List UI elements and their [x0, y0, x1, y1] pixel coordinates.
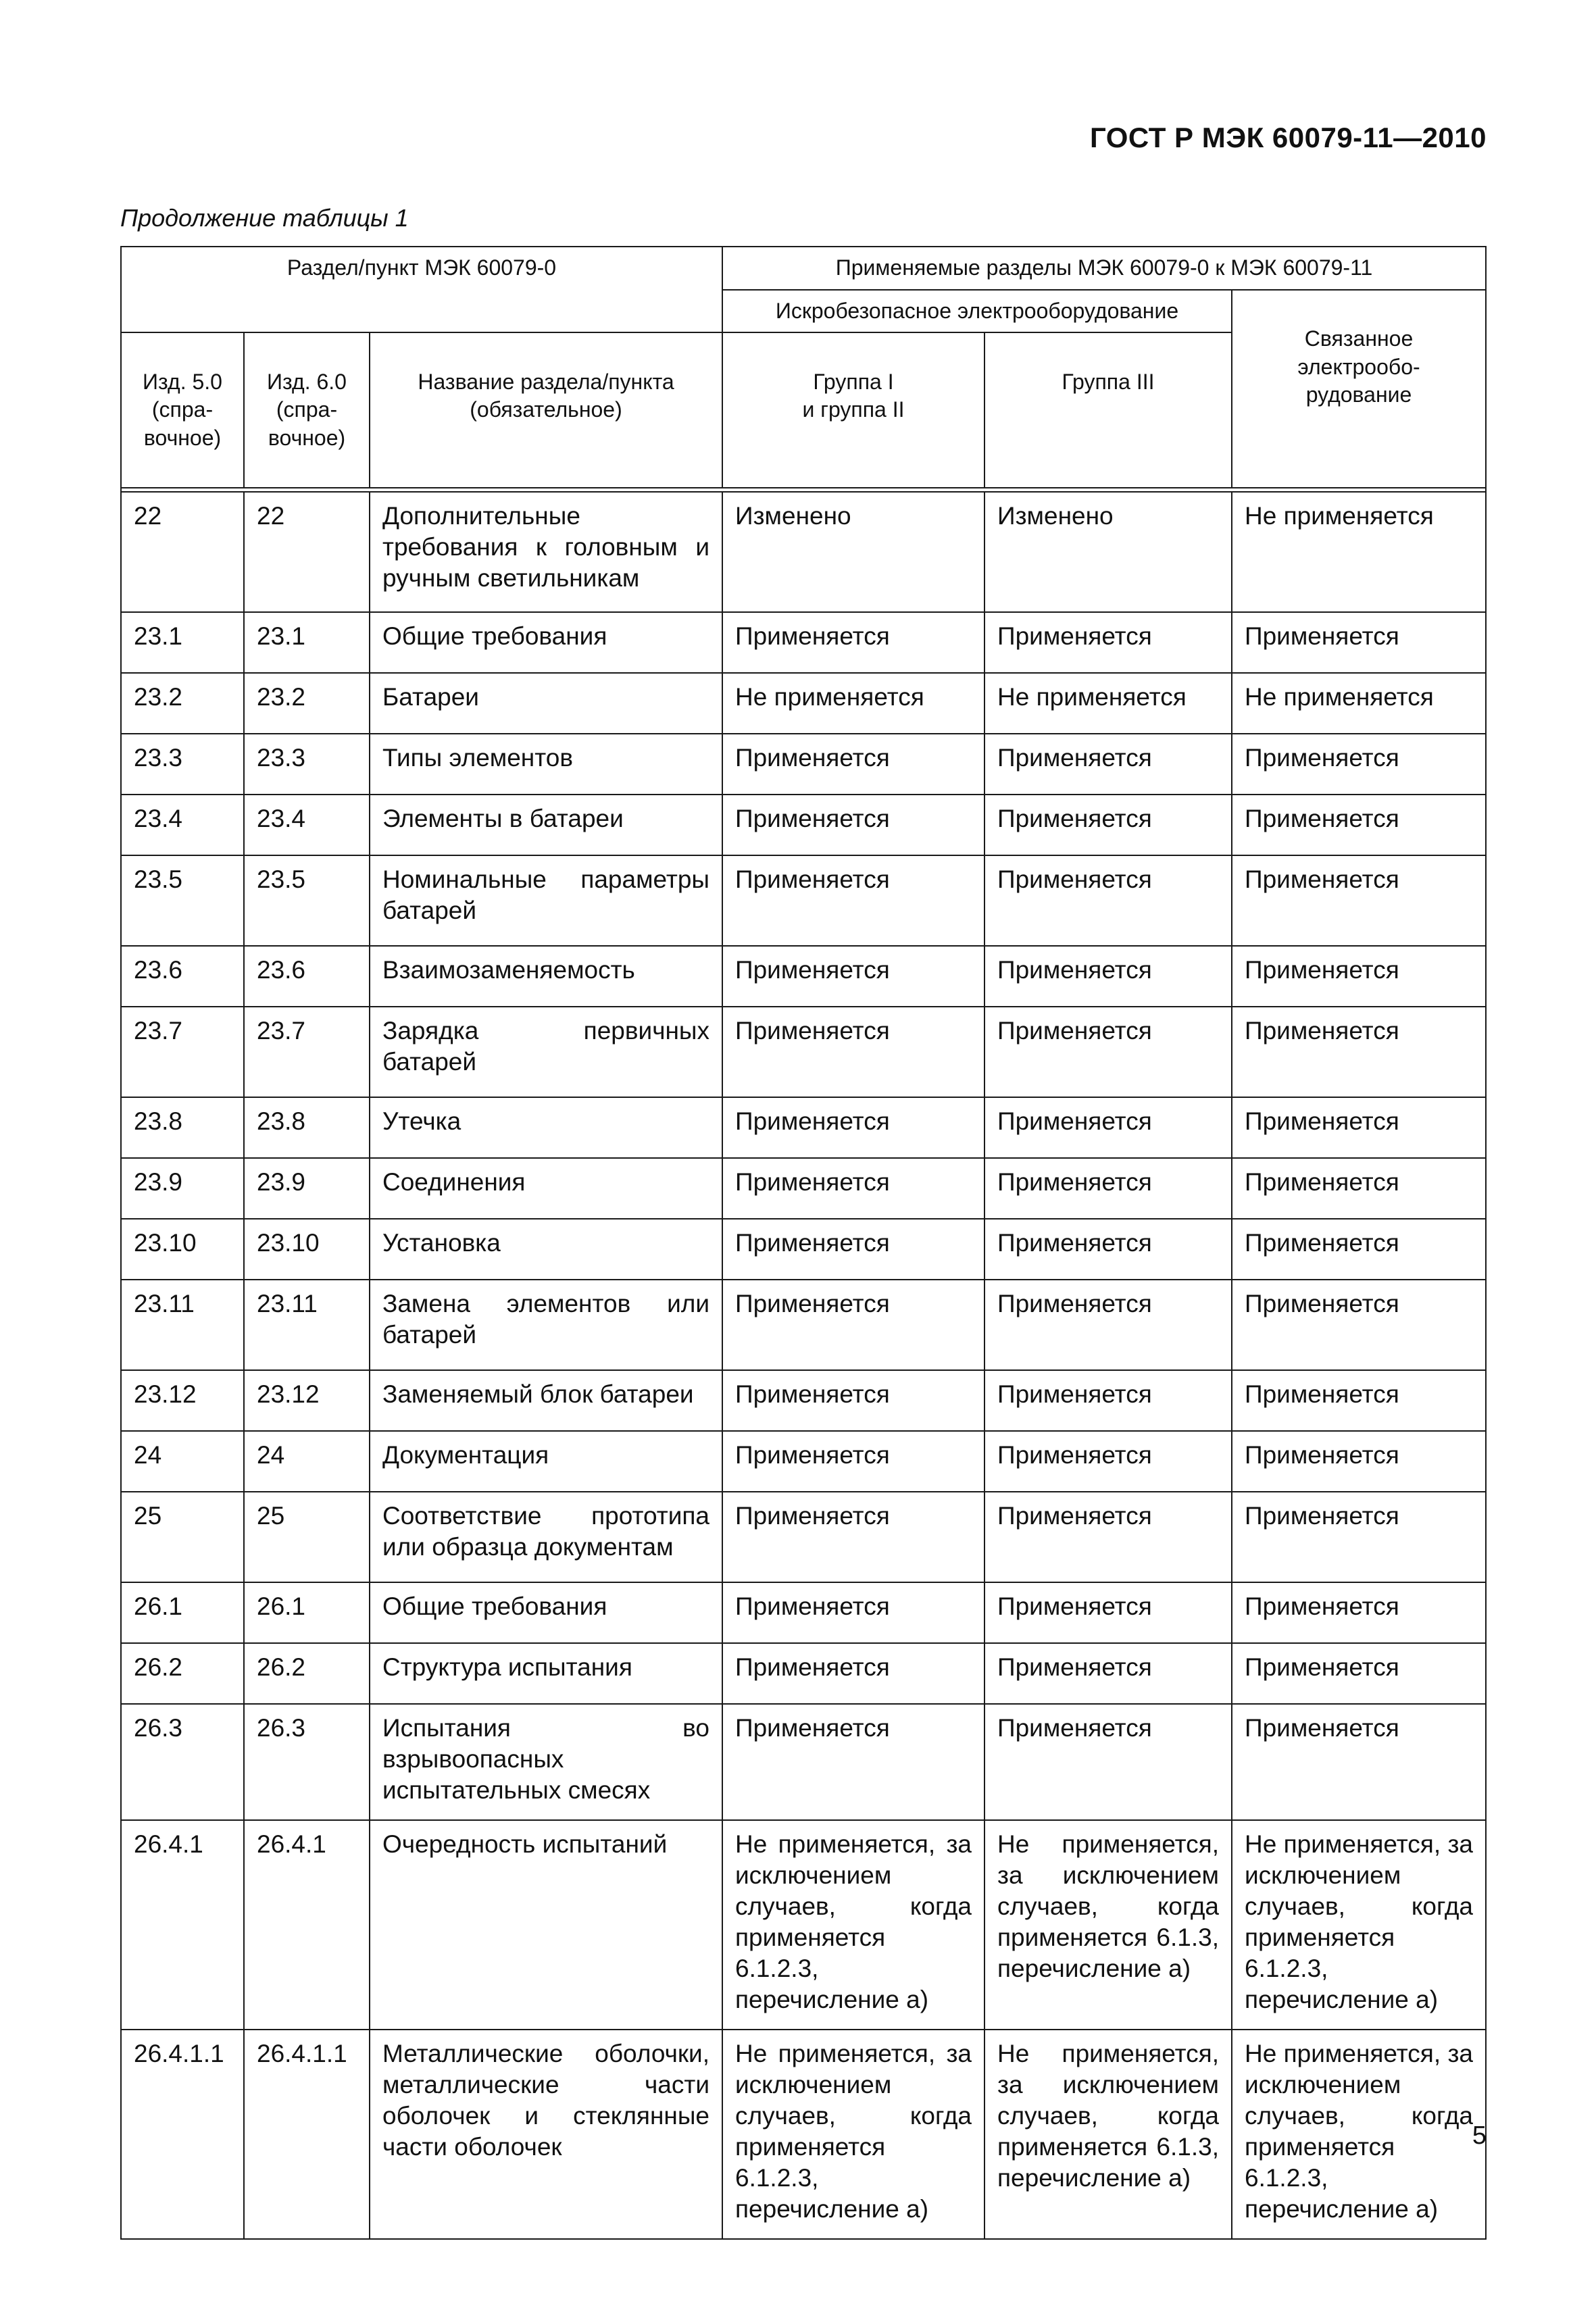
- cell-section-name: Очередность испытаний: [370, 1820, 722, 2030]
- cell-group-1-2: Применяется: [722, 734, 984, 795]
- cell-group-1-2: Применяется: [722, 855, 984, 946]
- cell-group-3: Применяется: [984, 1492, 1232, 1582]
- cell-group-1-2: Применяется: [722, 946, 984, 1007]
- cell-section-name: Типы элементов: [370, 734, 722, 795]
- cell-group-1-2: Применяется: [722, 1704, 984, 1820]
- cell-edition-6: 23.3: [244, 734, 370, 795]
- cell-section-name: Общие требования: [370, 1582, 722, 1643]
- cell-section-name: Зарядка первичных батарей: [370, 1007, 722, 1097]
- cell-edition-5: 23.10: [121, 1219, 244, 1280]
- cell-group-3: Применяется: [984, 1097, 1232, 1158]
- document-code: ГОСТ Р МЭК 60079-11—2010: [1090, 122, 1487, 153]
- cell-section-name: Общие требования: [370, 612, 722, 673]
- cell-edition-6: 23.7: [244, 1007, 370, 1097]
- cell-associated: Применяется: [1232, 1643, 1486, 1704]
- cell-section-name: Соответствие прототипа или образца документам: [370, 1492, 722, 1582]
- cell-group-3: Применяется: [984, 795, 1232, 855]
- cell-edition-6: 23.4: [244, 795, 370, 855]
- table-row: [121, 855, 1486, 946]
- cell-group-3: Применяется: [984, 1158, 1232, 1219]
- cell-section-name: Взаимозаменяемость: [370, 946, 722, 1007]
- cell-group-3: Применяется: [984, 734, 1232, 795]
- table-row: [121, 1007, 1486, 1097]
- cell-group-1-2: Применяется: [722, 1370, 984, 1431]
- cell-associated: Применяется: [1232, 1219, 1486, 1280]
- cell-group-1-2: Изменено: [722, 492, 984, 612]
- header-applied-sections: Применяемые разделы МЭК 60079-0 к МЭК 60079-11: [722, 247, 1486, 290]
- cell-group-1-2: Применяется: [722, 1582, 984, 1643]
- cell-edition-6: 23.1: [244, 612, 370, 673]
- cell-associated: Применяется: [1232, 855, 1486, 946]
- cell-edition-6: 25: [244, 1492, 370, 1582]
- cell-group-1-2: Применяется: [722, 612, 984, 673]
- cell-group-1-2: Применяется: [722, 1097, 984, 1158]
- table-row: [121, 1097, 1486, 1158]
- cell-associated: Применяется: [1232, 1158, 1486, 1219]
- cell-group-1-2: Применяется: [722, 1431, 984, 1492]
- header-associated-equipment: Связанное электрообо- рудование: [1232, 290, 1486, 488]
- cell-group-1-2: Применяется: [722, 1219, 984, 1280]
- cell-associated: Применяется: [1232, 946, 1486, 1007]
- table-row: [121, 1582, 1486, 1643]
- cell-group-3: Применяется: [984, 1582, 1232, 1643]
- cell-group-1-2: Применяется: [722, 1007, 984, 1097]
- table-row: [121, 492, 1486, 612]
- cell-edition-6: 23.2: [244, 673, 370, 734]
- cell-associated: Применяется: [1232, 1492, 1486, 1582]
- cell-group-1-2: Применяется: [722, 1280, 984, 1370]
- cell-edition-5: 26.2: [121, 1643, 244, 1704]
- cell-group-3: Применяется: [984, 1219, 1232, 1280]
- cell-group-1-2: Применяется: [722, 1492, 984, 1582]
- table-row: [121, 673, 1486, 734]
- cell-section-name: Металлические оболочки, металлические части оболочек и стеклянные части оболочек: [370, 2030, 722, 2239]
- cell-section-name: Элементы в батареи: [370, 795, 722, 855]
- table-row: [121, 612, 1486, 673]
- table-row: [121, 1370, 1486, 1431]
- cell-edition-5: 26.1: [121, 1582, 244, 1643]
- cell-edition-6: 24: [244, 1431, 370, 1492]
- cell-edition-5: 23.2: [121, 673, 244, 734]
- cell-edition-6: 26.2: [244, 1643, 370, 1704]
- cell-edition-6: 22: [244, 492, 370, 612]
- cell-edition-5: 23.11: [121, 1280, 244, 1370]
- cell-group-1-2: Применяется: [722, 795, 984, 855]
- header-group-1-2: Группа I и группа II: [722, 332, 984, 488]
- cell-associated: Не применяется, за исключением случаев, когда применяется 6.1.2.3, перечисление а): [1232, 2030, 1486, 2239]
- page-number: 5: [1472, 2121, 1487, 2150]
- header-group-3: Группа III: [984, 332, 1232, 488]
- table-row: [121, 1643, 1486, 1704]
- cell-edition-5: 23.12: [121, 1370, 244, 1431]
- cell-group-3: Изменено: [984, 492, 1232, 612]
- cell-edition-5: 23.6: [121, 946, 244, 1007]
- cell-associated: Применяется: [1232, 1280, 1486, 1370]
- cell-edition-6: 23.6: [244, 946, 370, 1007]
- cell-edition-6: 26.3: [244, 1704, 370, 1820]
- cell-edition-5: 25: [121, 1492, 244, 1582]
- cell-group-3: Применяется: [984, 1370, 1232, 1431]
- cell-edition-5: 23.4: [121, 795, 244, 855]
- cell-edition-5: 23.8: [121, 1097, 244, 1158]
- table-row: [121, 795, 1486, 855]
- table-row: [121, 1492, 1486, 1582]
- cell-associated: Применяется: [1232, 1370, 1486, 1431]
- cell-edition-5: 23.7: [121, 1007, 244, 1097]
- cell-edition-6: 23.10: [244, 1219, 370, 1280]
- cell-associated: Применяется: [1232, 1097, 1486, 1158]
- cell-edition-6: 23.12: [244, 1370, 370, 1431]
- cell-group-3: Применяется: [984, 1643, 1232, 1704]
- cell-section-name: Установка: [370, 1219, 722, 1280]
- cell-associated: Применяется: [1232, 795, 1486, 855]
- header-edition-6: Изд. 6.0 (спра- вочное): [244, 332, 370, 488]
- cell-group-3: Применяется: [984, 946, 1232, 1007]
- cell-edition-6: 23.9: [244, 1158, 370, 1219]
- cell-group-3: Применяется: [984, 1431, 1232, 1492]
- cell-section-name: Батареи: [370, 673, 722, 734]
- cell-edition-6: 23.11: [244, 1280, 370, 1370]
- cell-group-3: Применяется: [984, 1007, 1232, 1097]
- cell-edition-5: 22: [121, 492, 244, 612]
- header-intrinsic-equipment: Искробезопасное электрооборудование: [722, 290, 1232, 333]
- cell-group-3: Применяется: [984, 855, 1232, 946]
- cell-group-1-2: Не применяется: [722, 673, 984, 734]
- cell-section-name: Структура испытания: [370, 1643, 722, 1704]
- table-row: [121, 1219, 1486, 1280]
- cell-edition-5: 26.4.1: [121, 1820, 244, 2030]
- cell-group-1-2: Не применяется, за исключением случаев, когда применяется 6.1.2.3, перечисление а): [722, 1820, 984, 2030]
- cell-edition-6: 23.5: [244, 855, 370, 946]
- cell-group-3: Не применяется, за исключением случаев, когда применяется 6.1.3, перечисление а): [984, 2030, 1232, 2239]
- table-row: [121, 1158, 1486, 1219]
- cell-section-name: Номинальные параметры батарей: [370, 855, 722, 946]
- cell-edition-6: 23.8: [244, 1097, 370, 1158]
- cell-associated: Применяется: [1232, 1704, 1486, 1820]
- cell-edition-5: 23.3: [121, 734, 244, 795]
- cell-group-1-2: Применяется: [722, 1158, 984, 1219]
- cell-edition-5: 23.1: [121, 612, 244, 673]
- cell-edition-5: 23.5: [121, 855, 244, 946]
- cell-group-1-2: Не применяется, за исключением случаев, когда применяется 6.1.2.3, перечисление а): [722, 2030, 984, 2239]
- table-row: [121, 1820, 1486, 2030]
- cell-associated: Применяется: [1232, 1007, 1486, 1097]
- table-caption: Продолжение таблицы 1: [120, 204, 409, 232]
- cell-edition-6: 26.4.1: [244, 1820, 370, 2030]
- header-edition-5: Изд. 5.0 (спра- вочное): [121, 332, 244, 488]
- cell-section-name: Соединения: [370, 1158, 722, 1219]
- cell-section-name: Испытания во взрывоопасных испытательных смесях: [370, 1704, 722, 1820]
- cell-associated: Не применяется, за исключением случаев, когда применяется 6.1.2.3, перечисление а): [1232, 1820, 1486, 2030]
- cell-edition-6: 26.1: [244, 1582, 370, 1643]
- table-row: [121, 1704, 1486, 1820]
- cell-group-1-2: Применяется: [722, 1643, 984, 1704]
- cell-section-name: Заменяемый блок батареи: [370, 1370, 722, 1431]
- cell-group-3: Не применяется, за исключением случаев, когда применяется 6.1.3, перечисление а): [984, 1820, 1232, 2030]
- cell-associated: Применяется: [1232, 612, 1486, 673]
- cell-associated: Не применяется: [1232, 673, 1486, 734]
- cell-edition-5: 26.3: [121, 1704, 244, 1820]
- cell-associated: Применяется: [1232, 1431, 1486, 1492]
- cell-group-3: Не применяется: [984, 673, 1232, 734]
- cell-edition-5: 24: [121, 1431, 244, 1492]
- cell-edition-5: 23.9: [121, 1158, 244, 1219]
- cell-section-name: Документация: [370, 1431, 722, 1492]
- cell-section-name: Замена элементов или батарей: [370, 1280, 722, 1370]
- cell-associated: Применяется: [1232, 1582, 1486, 1643]
- cell-group-3: Применяется: [984, 612, 1232, 673]
- table-row: [121, 946, 1486, 1007]
- cell-associated: Не применяется: [1232, 492, 1486, 612]
- cell-group-3: Применяется: [984, 1704, 1232, 1820]
- cell-section-name: Дополнительные требования к головным и ручным светильникам: [370, 492, 722, 612]
- cell-edition-6: 26.4.1.1: [244, 2030, 370, 2239]
- cell-section-name: Утечка: [370, 1097, 722, 1158]
- cell-group-3: Применяется: [984, 1280, 1232, 1370]
- table-row: [121, 1280, 1486, 1370]
- cell-associated: Применяется: [1232, 734, 1486, 795]
- table-row: [121, 2030, 1486, 2239]
- requirements-table: [120, 246, 1487, 2240]
- header-section: Раздел/пункт МЭК 60079-0: [121, 247, 722, 332]
- table-row: [121, 734, 1486, 795]
- cell-edition-5: 26.4.1.1: [121, 2030, 244, 2239]
- header-section-name: Название раздела/пункта (обязательное): [370, 332, 722, 488]
- table-row: [121, 1431, 1486, 1492]
